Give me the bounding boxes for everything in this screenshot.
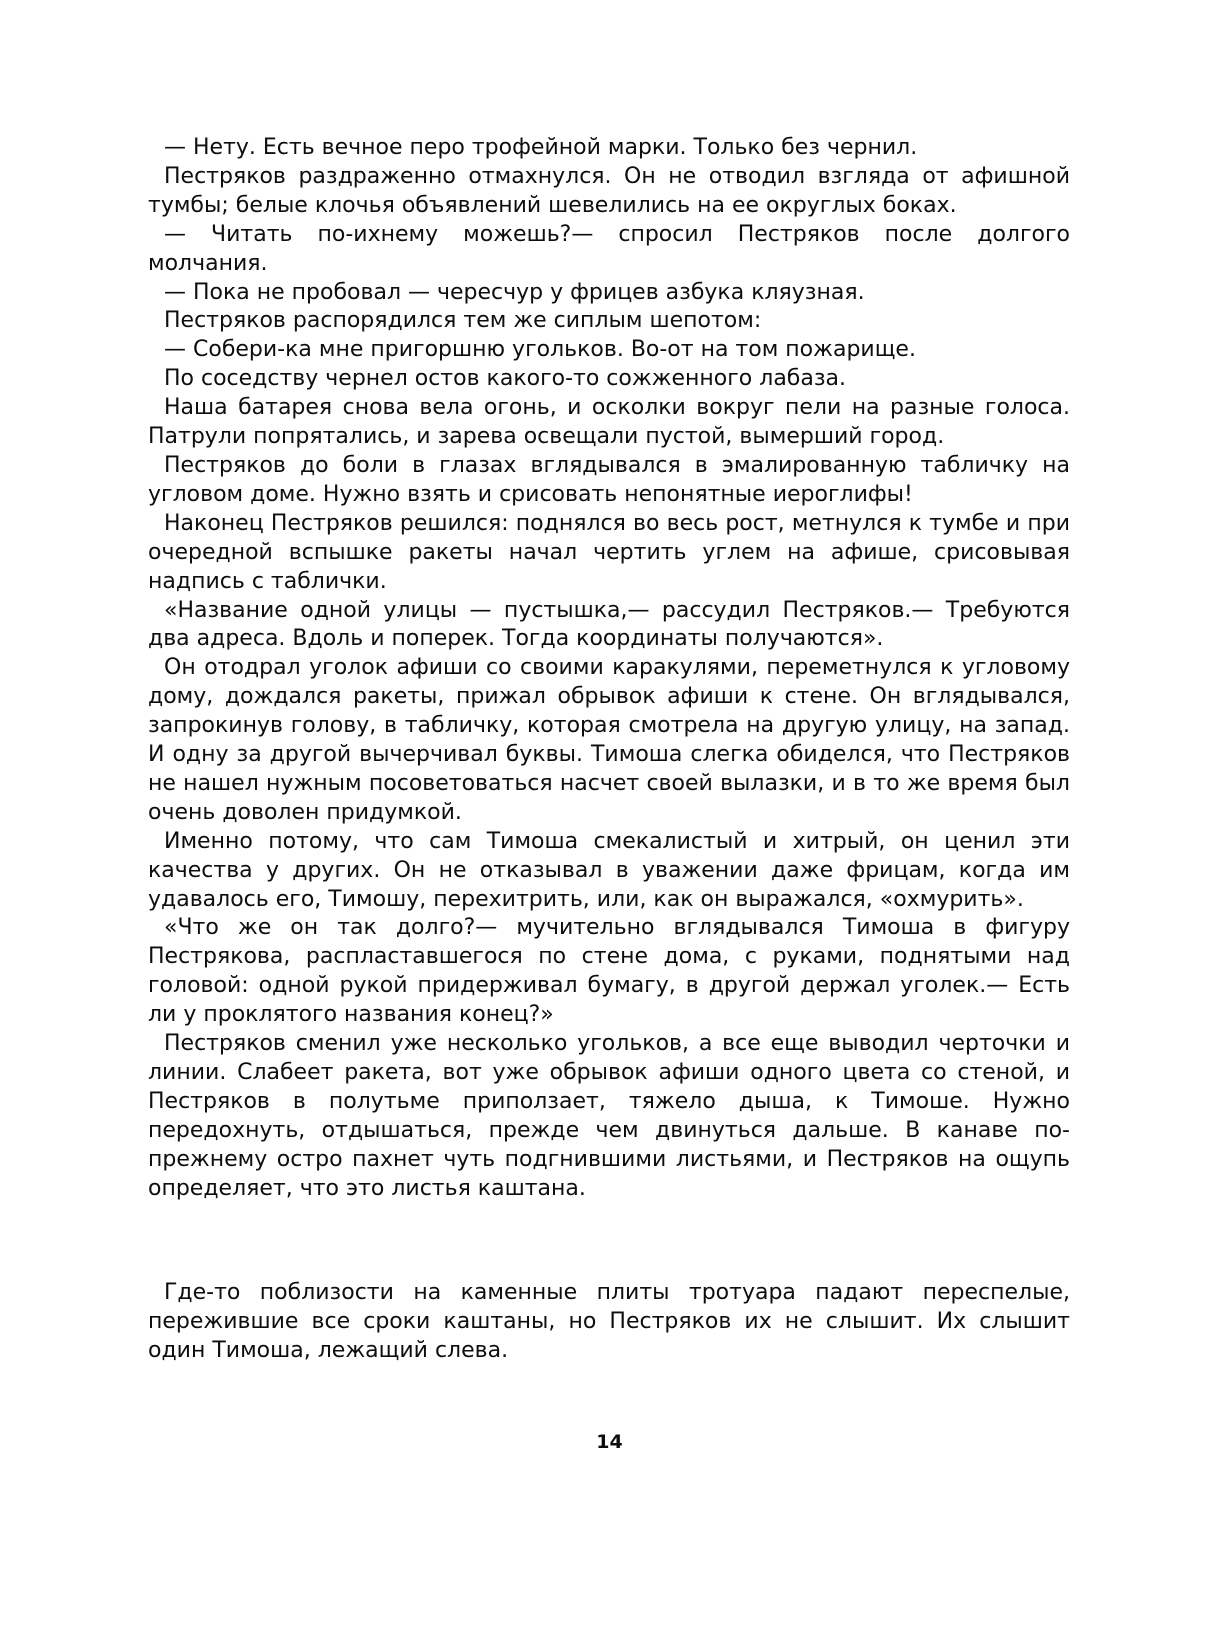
paragraph: — Пока не пробовал — чересчур у фрицев азбука кляузная. <box>164 279 865 305</box>
paragraph: Наша батарея снова вела огонь, и осколки вокруг пели на разные голоса. Патрули попрятались, и зарева освещали пустой, вымерший город. <box>148 395 1070 450</box>
paragraph: — Собери-ка мне пригоршню угольков. Во-от на том пожарище. <box>164 337 916 363</box>
closing-text <box>148 1279 1070 1366</box>
main-text <box>148 134 1070 1204</box>
paragraph: По соседству чернел остов какого-то сожженного лабаза. <box>164 366 847 392</box>
paragraph: Он отодрал уголок афиши со своими каракулями, переметнулся к угловому дому, дождался ракеты, прижал обрывок афиши к стене. Он вглядывался, запрокинув голову, в табличку, которая смотрела на другую улицу, на запад. И одну за другой вычерчивал буквы. Тимоша слегка обиделся, что Пестряков не нашел нужным посоветоваться насчет своей вылазки, и в то же время был очень доволен придумкой. <box>148 655 1070 825</box>
paragraph: — Читать по-ихнему можешь?— спросил Пестряков после долгого молчания. <box>148 221 1070 276</box>
paragraph: «Что же он так долго?— мучительно вглядывался Тимоша в фигуру Пестрякова, распластавшегося по стене дома, с руками, поднятыми над головой: одной рукой придерживал бумагу, в другой держал уголек.— Есть ли у проклятого названия конец?» <box>148 915 1070 1028</box>
paragraph: Именно потому, что сам Тимоша смекалистый и хитрый, он ценил эти качества у других. Он не отказывал в уважении даже фрицам, когда им удавалось его, Тимошу, перехитрить, или, как он выражался, «охмурить». <box>148 828 1070 912</box>
paragraph: «Название одной улицы — пустышка,— рассудил Пестряков.— Требуются два адреса. Вдоль и поперек. Тогда координаты получаются». <box>148 597 1070 652</box>
paragraph: — Нету. Есть вечное перо трофейной марки. Только без чернил. <box>164 135 918 160</box>
closing-paragraph: Где-то поблизости на каменные плиты тротуара падают переспелые, пережившие все сроки каштаны, но Пестряков их не слышит. Их слышит один Тимоша, лежащий слева. <box>148 1280 1070 1363</box>
paragraph: Пестряков раздраженно отмахнулся. Он не отводил взгляда от афишной тумбы; белые клочья объявлений шевелились на ее округлых боках. <box>148 163 1070 218</box>
paragraph: Пестряков сменил уже несколько угольков, а все еще выводил черточки и линии. Слабеет ракета, вот уже обрывок афиши одного цвета со стеной, и Пестряков в полутьме приползает, тяжело дыша, к Тимоше. Нужно передохнуть, отдышаться, прежде чем двинуться дальше. В канаве по-прежнему остро пахнет чуть подгнившими листьями, и Пестряков на ощупь определяет, что это листья каштана. <box>148 1031 1070 1201</box>
page-number: 14 <box>596 1431 623 1453</box>
paragraph: Пестряков до боли в глазах вглядывался в эмалированную табличку на угловом доме. Нужно взять и срисовать непонятные иероглифы! <box>148 452 1070 507</box>
paragraph: Наконец Пестряков решился: поднялся во весь рост, метнулся к тумбе и при очередной вспышке ракеты начал чертить углем на афише, срисовывая надпись с таблички. <box>148 510 1070 594</box>
paragraph: Пестряков распорядился тем же сиплым шепотом: <box>164 308 762 334</box>
